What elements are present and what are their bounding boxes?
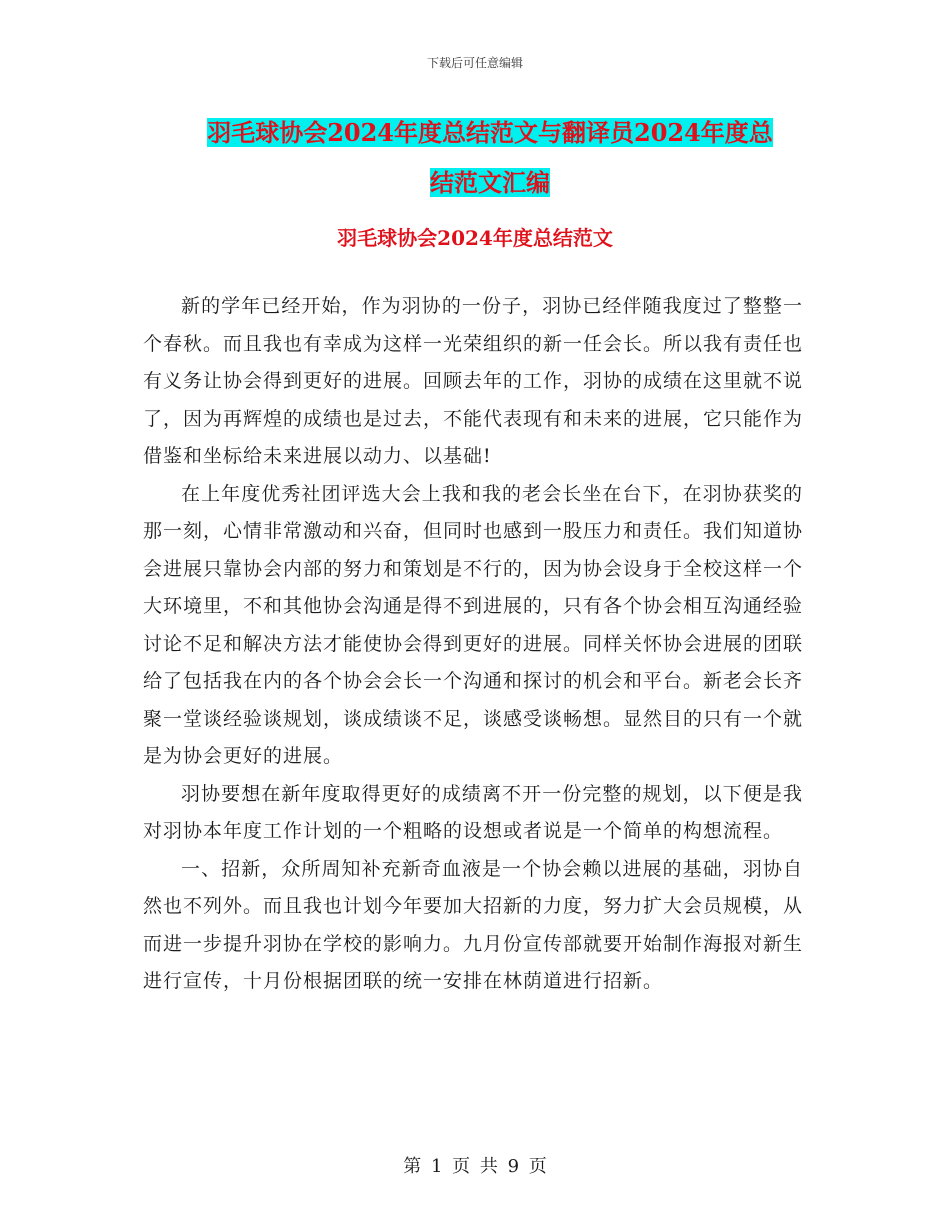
document-title-line2: 结范文汇编 <box>430 168 550 197</box>
paragraph: 一、招新，众所周知补充新奇血液是一个协会赖以进展的基础，羽协自然也不列外。而且我也计划今年要加大招新的力度，努力扩大会员规模，从而进一步提升羽协在学校的影响力。九月份宣传部就要开始制作海报对新生进行宣传，十月份根据团联的统一安排在林荫道进行招新。 <box>143 857 804 992</box>
paragraph: 羽协要想在新年度取得更好的成绩离不开一份完整的规划，以下便是我对羽协本年度工作计划的一个粗略的设想或者说是一个简单的构想流程。 <box>143 782 803 842</box>
header-note: 下载后可任意编辑 <box>426 56 523 70</box>
document-body <box>143 288 803 1001</box>
document-title-line1: 羽毛球协会2024年度总结范文与翻译员2024年度总 <box>207 118 773 147</box>
page-number: 第 1 页 共 9 页 <box>403 1156 547 1177</box>
paragraph: 新的学年已经开始，作为羽协的一份子，羽协已经伴随我度过了整整一个春秋。而且我也有幸成为这样一光荣组织的新一任会长。所以我有责任也有义务让协会得到更好的进展。回顾去年的工作，羽协的成绩在这里就不说了，因为再辉煌的成绩也是过去，不能代表现有和未来的进展，它只能作为借鉴和坐标给未来进展以动力、以基础! <box>143 295 804 467</box>
document-title <box>150 108 830 208</box>
section-title: 羽毛球协会2024年度总结范文 <box>337 226 613 250</box>
paragraph: 在上年度优秀社团评选大会上我和我的老会长坐在台下，在羽协获奖的那一刻，心情非常激动和兴奋，但同时也感到一股压力和责任。我们知道协会进展只靠协会内部的努力和策划是不行的，因为协会设身于全校这样一个大环境里，不和其他协会沟通是得不到进展的，只有各个协会相互沟通经验讨论不足和解决方法才能使协会得到更好的进展。同样关怀协会进展的团联给了包括我在内的各个协会会长一个沟通和探讨的机会和平台。新老会长齐聚一堂谈经验谈规划，谈成绩谈不足，谈感受谈畅想。显然目的只有一个就是为协会更好的进展。 <box>143 482 804 767</box>
